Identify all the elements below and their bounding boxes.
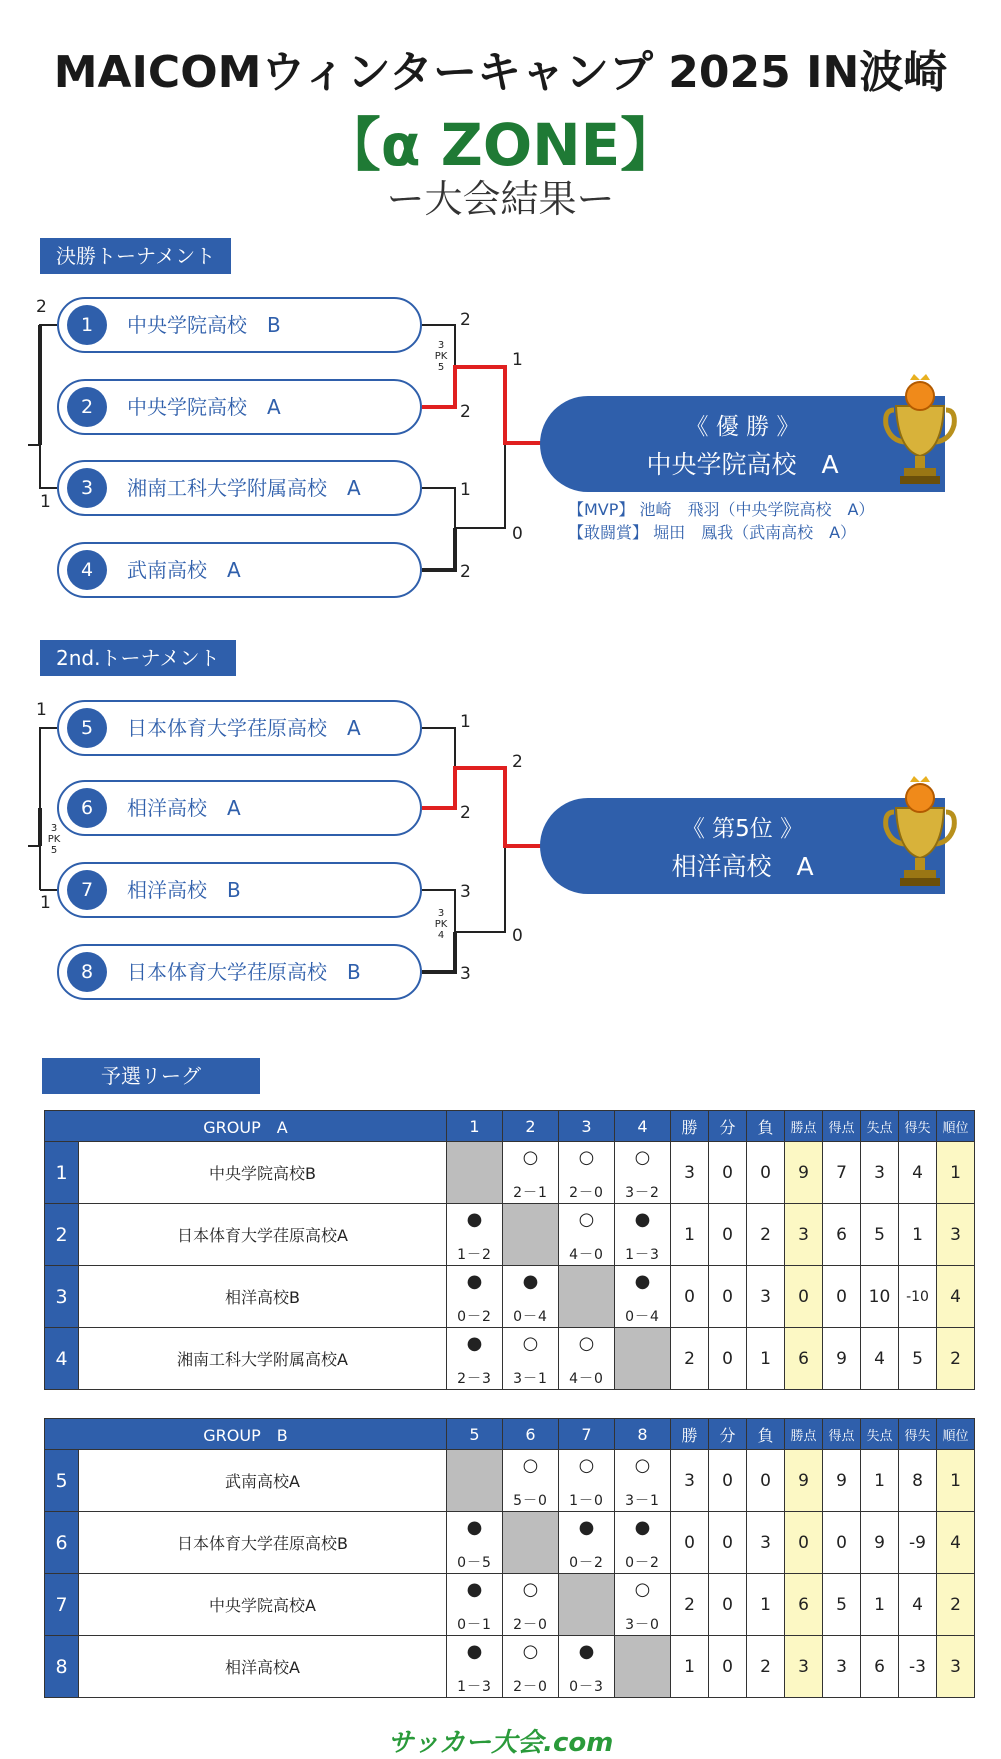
stat-4: 0 <box>823 1266 861 1328</box>
stat-column-header: 順位 <box>937 1111 975 1142</box>
pk-note: 3 PK 5 <box>434 340 448 373</box>
score: 1 <box>460 712 471 732</box>
match-result-cell <box>503 1142 559 1204</box>
match-result-cell <box>503 1266 559 1328</box>
loss-mark: ● <box>578 1641 595 1662</box>
match-score: 4－0 <box>569 1371 604 1387</box>
score: 1 <box>36 700 47 720</box>
trophy-icon <box>880 772 960 892</box>
team-number: 3 <box>67 468 107 508</box>
stat-6: -10 <box>899 1266 937 1328</box>
table-row <box>45 1574 975 1636</box>
match-score: 0－4 <box>625 1309 660 1325</box>
team-name: 日本体育大学荏原高校B <box>79 1512 447 1574</box>
score: 2 <box>460 562 471 582</box>
win-mark: ○ <box>578 1455 595 1476</box>
match-score: 1－2 <box>457 1247 492 1263</box>
stat-column-header: 勝 <box>671 1111 709 1142</box>
self-match-cell <box>447 1142 503 1204</box>
match-score: 2－0 <box>513 1679 548 1695</box>
final-team-2 <box>57 379 422 435</box>
stat-7: 4 <box>937 1266 975 1328</box>
stat-1: 0 <box>709 1574 747 1636</box>
row-index: 3 <box>45 1266 79 1328</box>
team-name: 相洋高校A <box>79 1636 447 1698</box>
stat-7: 2 <box>937 1328 975 1390</box>
stat-column-header: 失点 <box>861 1419 899 1450</box>
second-tournament-label: 2nd.トーナメント <box>40 640 236 676</box>
team-number: 8 <box>67 952 107 992</box>
champion-name: 中央学院高校 A <box>646 450 839 479</box>
win-mark: ○ <box>634 1579 651 1600</box>
stat-5: 3 <box>861 1142 899 1204</box>
team-number: 6 <box>67 788 107 828</box>
team-name: 相洋高校 A <box>127 796 241 820</box>
team-name: 日本体育大学荏原高校A <box>79 1204 447 1266</box>
stat-4: 7 <box>823 1142 861 1204</box>
row-index: 6 <box>45 1512 79 1574</box>
win-mark: ○ <box>522 1579 539 1600</box>
loss-mark: ● <box>466 1271 483 1292</box>
match-score: 3－2 <box>625 1185 660 1201</box>
loss-mark: ● <box>466 1641 483 1662</box>
stat-column-header: 勝点 <box>785 1419 823 1450</box>
final-tournament-label: 決勝トーナメント <box>40 238 231 274</box>
mvp-award: 【MVP】 池崎 飛羽（中央学院高校 A） <box>568 500 875 519</box>
site-logo: サッカー大会.com <box>387 1728 614 1758</box>
stat-5: 9 <box>861 1512 899 1574</box>
row-index: 5 <box>45 1450 79 1512</box>
stat-0: 1 <box>671 1636 709 1698</box>
match-score: 0－4 <box>513 1309 548 1325</box>
league-table-group-a <box>44 1110 975 1390</box>
loss-mark: ● <box>466 1333 483 1354</box>
opponent-column-header: 6 <box>503 1419 559 1450</box>
score: 3 <box>460 964 471 984</box>
win-mark: ○ <box>634 1455 651 1476</box>
match-result-cell <box>559 1512 615 1574</box>
team-name: 日本体育大学荏原高校 A <box>127 716 361 740</box>
match-result-cell <box>447 1574 503 1636</box>
stat-1: 0 <box>709 1328 747 1390</box>
pk-note: 3 PK 4 <box>434 908 448 941</box>
match-score: 1－3 <box>457 1679 492 1695</box>
stat-7: 2 <box>937 1574 975 1636</box>
match-result-cell <box>615 1266 671 1328</box>
score: 0 <box>512 524 523 544</box>
stat-7: 1 <box>937 1450 975 1512</box>
stat-7: 3 <box>937 1204 975 1266</box>
stat-3: 6 <box>785 1328 823 1390</box>
match-score: 0－3 <box>569 1679 604 1695</box>
league-label: 予選リーグ <box>42 1058 260 1094</box>
stat-column-header: 負 <box>747 1419 785 1450</box>
stat-2: 2 <box>747 1204 785 1266</box>
win-mark: ○ <box>634 1147 651 1168</box>
win-mark: ○ <box>522 1641 539 1662</box>
score: 2 <box>460 402 471 422</box>
match-result-cell <box>503 1574 559 1636</box>
match-score: 0－5 <box>457 1555 492 1571</box>
loss-mark: ● <box>634 1271 651 1292</box>
team-name: 相洋高校 B <box>127 878 241 902</box>
pk-note: 3 PK 5 <box>47 823 61 856</box>
match-result-cell <box>447 1328 503 1390</box>
loss-mark: ● <box>466 1579 483 1600</box>
opponent-column-header: 7 <box>559 1419 615 1450</box>
league-table-group-b <box>44 1418 975 1698</box>
group-name: GROUP B <box>45 1419 447 1450</box>
stat-6: 5 <box>899 1328 937 1390</box>
stat-1: 0 <box>709 1512 747 1574</box>
fifth-place-name: 相洋高校 A <box>671 852 814 881</box>
match-result-cell <box>615 1512 671 1574</box>
match-result-cell <box>447 1512 503 1574</box>
team-number: 7 <box>67 870 107 910</box>
match-result-cell <box>503 1636 559 1698</box>
stat-5: 10 <box>861 1266 899 1328</box>
stat-column-header: 失点 <box>861 1111 899 1142</box>
team-number: 4 <box>67 550 107 590</box>
stat-5: 1 <box>861 1450 899 1512</box>
table-row <box>45 1636 975 1698</box>
match-result-cell <box>503 1450 559 1512</box>
stat-3: 9 <box>785 1450 823 1512</box>
self-match-cell <box>503 1512 559 1574</box>
stat-6: 4 <box>899 1142 937 1204</box>
match-result-cell <box>615 1142 671 1204</box>
stat-6: 1 <box>899 1204 937 1266</box>
stat-5: 6 <box>861 1636 899 1698</box>
opponent-column-header: 4 <box>615 1111 671 1142</box>
match-score: 4－0 <box>569 1247 604 1263</box>
fighting-spirit-award: 【敢闘賞】 堀田 鳳我（武南高校 A） <box>568 523 857 542</box>
champion-heading: 《 優 勝 》 <box>685 414 800 440</box>
score: 3 <box>460 882 471 902</box>
loss-mark: ● <box>466 1517 483 1538</box>
team-name: 湘南工科大学附属高校A <box>79 1328 447 1390</box>
second-team-5 <box>57 700 422 756</box>
match-score: 3－1 <box>513 1371 548 1387</box>
team-name: 相洋高校B <box>79 1266 447 1328</box>
final-team-3 <box>57 460 422 516</box>
row-index: 2 <box>45 1204 79 1266</box>
table-row <box>45 1142 975 1204</box>
stat-2: 3 <box>747 1266 785 1328</box>
second-team-8 <box>57 944 422 1000</box>
opponent-column-header: 5 <box>447 1419 503 1450</box>
score: 1 <box>40 492 51 512</box>
opponent-column-header: 2 <box>503 1111 559 1142</box>
match-result-cell <box>559 1204 615 1266</box>
stat-3: 9 <box>785 1142 823 1204</box>
score: 1 <box>460 480 471 500</box>
team-number: 2 <box>67 387 107 427</box>
stat-5: 5 <box>861 1204 899 1266</box>
table-row <box>45 1450 975 1512</box>
stat-1: 0 <box>709 1204 747 1266</box>
row-index: 4 <box>45 1328 79 1390</box>
score: 2 <box>460 803 471 823</box>
team-name: 中央学院高校B <box>79 1142 447 1204</box>
match-result-cell <box>615 1204 671 1266</box>
score: 1 <box>40 893 51 913</box>
loss-mark: ● <box>466 1209 483 1230</box>
stat-1: 0 <box>709 1450 747 1512</box>
score: 1 <box>512 350 523 370</box>
self-match-cell <box>615 1328 671 1390</box>
score: 2 <box>36 297 47 317</box>
team-name: 湘南工科大学附属高校 A <box>127 476 361 500</box>
self-match-cell <box>447 1450 503 1512</box>
match-result-cell <box>559 1636 615 1698</box>
match-score: 0－1 <box>457 1617 492 1633</box>
win-mark: ○ <box>522 1147 539 1168</box>
self-match-cell <box>559 1574 615 1636</box>
match-score: 2－0 <box>513 1617 548 1633</box>
table-row <box>45 1512 975 1574</box>
team-name: 武南高校 A <box>127 558 241 582</box>
stat-6: 4 <box>899 1574 937 1636</box>
stat-column-header: 勝点 <box>785 1111 823 1142</box>
win-mark: ○ <box>578 1333 595 1354</box>
win-mark: ○ <box>578 1209 595 1230</box>
stat-0: 3 <box>671 1450 709 1512</box>
team-name: 武南高校A <box>79 1450 447 1512</box>
match-result-cell <box>559 1450 615 1512</box>
match-result-cell <box>503 1328 559 1390</box>
match-score: 1－3 <box>625 1247 660 1263</box>
team-name: 中央学院高校 A <box>127 395 281 419</box>
stat-7: 3 <box>937 1636 975 1698</box>
fifth-place-heading: 《 第5位 》 <box>681 816 804 842</box>
self-match-cell <box>615 1636 671 1698</box>
loss-mark: ● <box>522 1271 539 1292</box>
stat-column-header: 得失 <box>899 1419 937 1450</box>
match-score: 3－0 <box>625 1617 660 1633</box>
row-index: 1 <box>45 1142 79 1204</box>
match-score: 0－2 <box>457 1309 492 1325</box>
team-number: 1 <box>67 305 107 345</box>
opponent-column-header: 8 <box>615 1419 671 1450</box>
stat-6: -3 <box>899 1636 937 1698</box>
match-result-cell <box>559 1328 615 1390</box>
stat-4: 9 <box>823 1328 861 1390</box>
opponent-column-header: 1 <box>447 1111 503 1142</box>
match-result-cell <box>447 1204 503 1266</box>
awards-list <box>568 498 874 544</box>
stat-column-header: 負 <box>747 1111 785 1142</box>
match-result-cell <box>559 1142 615 1204</box>
final-team-1 <box>57 297 422 353</box>
stat-column-header: 得失 <box>899 1111 937 1142</box>
stat-0: 2 <box>671 1328 709 1390</box>
team-name: 中央学院高校A <box>79 1574 447 1636</box>
second-team-7 <box>57 862 422 918</box>
match-score: 0－2 <box>569 1555 604 1571</box>
stat-3: 0 <box>785 1266 823 1328</box>
page-subtitle: ー大会結果ー <box>386 177 615 221</box>
opponent-column-header: 3 <box>559 1111 615 1142</box>
stat-column-header: 得点 <box>823 1111 861 1142</box>
stat-4: 6 <box>823 1204 861 1266</box>
stat-7: 4 <box>937 1512 975 1574</box>
team-name: 日本体育大学荏原高校 B <box>127 960 361 984</box>
stat-6: 8 <box>899 1450 937 1512</box>
stat-3: 6 <box>785 1574 823 1636</box>
stat-2: 1 <box>747 1328 785 1390</box>
stat-3: 3 <box>785 1636 823 1698</box>
table-row <box>45 1328 975 1390</box>
table-row <box>45 1266 975 1328</box>
stat-column-header: 勝 <box>671 1419 709 1450</box>
stat-2: 1 <box>747 1574 785 1636</box>
stat-4: 5 <box>823 1574 861 1636</box>
loss-mark: ● <box>634 1209 651 1230</box>
match-score: 1－0 <box>569 1493 604 1509</box>
match-score: 2－3 <box>457 1371 492 1387</box>
loss-mark: ● <box>634 1517 651 1538</box>
stat-0: 0 <box>671 1266 709 1328</box>
score: 2 <box>460 310 471 330</box>
match-result-cell <box>447 1266 503 1328</box>
stat-3: 0 <box>785 1512 823 1574</box>
stat-2: 2 <box>747 1636 785 1698</box>
match-score: 3－1 <box>625 1493 660 1509</box>
match-score: 5－0 <box>513 1493 548 1509</box>
stat-1: 0 <box>709 1636 747 1698</box>
stat-4: 0 <box>823 1512 861 1574</box>
second-team-6 <box>57 780 422 836</box>
stat-0: 3 <box>671 1142 709 1204</box>
stat-5: 4 <box>861 1328 899 1390</box>
row-index: 8 <box>45 1636 79 1698</box>
match-score: 2－0 <box>569 1185 604 1201</box>
win-mark: ○ <box>578 1147 595 1168</box>
stat-7: 1 <box>937 1142 975 1204</box>
table-row <box>45 1204 975 1266</box>
team-name: 中央学院高校 B <box>127 313 281 337</box>
loss-mark: ● <box>578 1517 595 1538</box>
stat-4: 9 <box>823 1450 861 1512</box>
stat-1: 0 <box>709 1266 747 1328</box>
stat-column-header: 得点 <box>823 1419 861 1450</box>
stat-4: 3 <box>823 1636 861 1698</box>
stat-0: 2 <box>671 1574 709 1636</box>
final-team-4 <box>57 542 422 598</box>
stat-0: 1 <box>671 1204 709 1266</box>
page-title: MAICOMウィンターキャンプ 2025 IN波崎 <box>53 47 948 98</box>
match-result-cell <box>447 1636 503 1698</box>
score: 2 <box>512 752 523 772</box>
stat-0: 0 <box>671 1512 709 1574</box>
match-score: 2－1 <box>513 1185 548 1201</box>
match-result-cell <box>615 1574 671 1636</box>
self-match-cell <box>503 1204 559 1266</box>
row-index: 7 <box>45 1574 79 1636</box>
stat-2: 0 <box>747 1142 785 1204</box>
stat-3: 3 <box>785 1204 823 1266</box>
win-mark: ○ <box>522 1455 539 1476</box>
group-name: GROUP A <box>45 1111 447 1142</box>
score: 0 <box>512 926 523 946</box>
zone-title: 【α ZONE】 <box>322 111 679 179</box>
stat-column-header: 分 <box>709 1419 747 1450</box>
match-score: 0－2 <box>625 1555 660 1571</box>
trophy-icon <box>880 370 960 490</box>
stat-2: 0 <box>747 1450 785 1512</box>
match-result-cell <box>615 1450 671 1512</box>
stat-column-header: 分 <box>709 1111 747 1142</box>
team-number: 5 <box>67 708 107 748</box>
stat-2: 3 <box>747 1512 785 1574</box>
self-match-cell <box>559 1266 615 1328</box>
stat-6: -9 <box>899 1512 937 1574</box>
stat-5: 1 <box>861 1574 899 1636</box>
stat-column-header: 順位 <box>937 1419 975 1450</box>
stat-1: 0 <box>709 1142 747 1204</box>
win-mark: ○ <box>522 1333 539 1354</box>
